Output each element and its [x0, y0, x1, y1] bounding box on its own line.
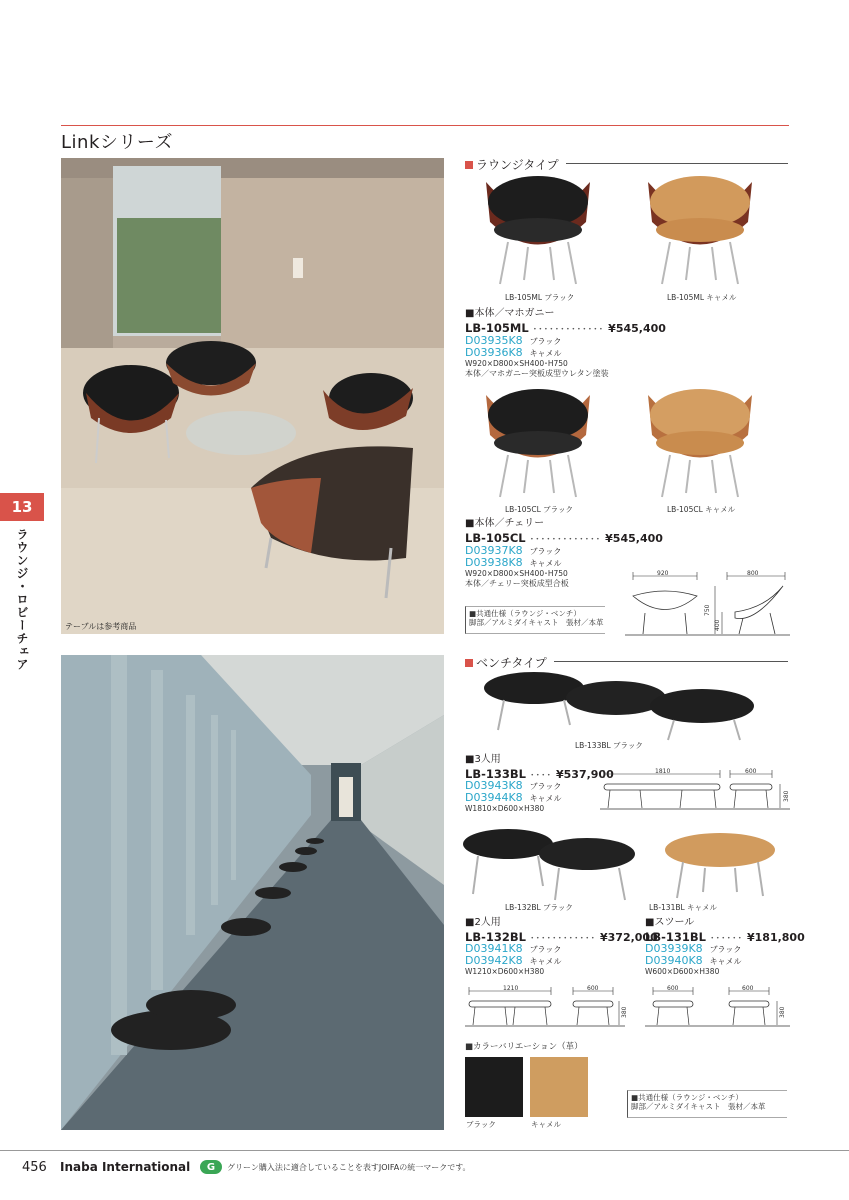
- lb131bl-height-dim: 380: [779, 1006, 786, 1018]
- photo-caption: テーブルは参考商品: [65, 622, 137, 631]
- product-code: D03936K8: [465, 346, 523, 359]
- color-name: キャメル: [529, 349, 562, 358]
- bench-section-heading: [465, 654, 547, 671]
- lb105ml-model-row: [465, 321, 666, 335]
- stool-label: ■スツール: [645, 917, 695, 928]
- lb133bl-height-dim: 380: [783, 790, 790, 802]
- lb131bl-caption: LB-131BL キャメル: [649, 903, 718, 912]
- two-seat-label: ■2人用: [465, 917, 501, 928]
- lb105ml-camel-caption: LB-105ML キャメル: [667, 293, 737, 302]
- chapter-number-tab: [0, 493, 44, 521]
- product-code: D03938K8: [465, 556, 523, 569]
- color-name: キャメル: [709, 957, 742, 966]
- product-code: D03939K8: [645, 942, 703, 955]
- lb133bl-dimensions: W1810×D600×H380: [465, 804, 545, 813]
- lb105cl-model: LB-105CL: [465, 531, 526, 545]
- section-marker-square: [465, 659, 473, 667]
- swatch-camel: [530, 1057, 588, 1117]
- lounge-depth-dim: 800: [747, 570, 759, 577]
- lb132bl-dimensions: W1210×D600×H380: [465, 967, 545, 976]
- lb105cl-camel-caption: LB-105CL キャメル: [667, 505, 736, 514]
- lb133bl-price: ¥537,900: [555, 768, 614, 781]
- lounge-section-title: ラウンジタイプ: [476, 158, 559, 172]
- lb105cl-camel-image: [640, 385, 760, 504]
- leader-dots: ･･････: [709, 934, 743, 944]
- lb132bl-width-dim: 1210: [503, 985, 519, 992]
- lb105cl-price: ¥545,400: [605, 532, 663, 545]
- lb105ml-black-image: [478, 172, 598, 291]
- lb133bl-image: [484, 670, 756, 740]
- lb133bl-model: LB-133BL: [465, 767, 526, 781]
- footer-rule: [0, 1150, 849, 1151]
- chapter-label: ラウンジ・ロビーチェア: [15, 528, 29, 671]
- lb105cl-black-caption: LB-105CL ブラック: [505, 505, 573, 514]
- bench-common-spec-body: 脚部／アルミダイキャスト 張材／本革: [631, 1102, 766, 1111]
- leader-dots: ･････････････: [529, 535, 602, 545]
- lounge-chair-black-cherry-drawing: [478, 385, 598, 500]
- lb131bl-width-dim: 600: [667, 985, 679, 992]
- lounge-seat-height-dim: 400: [714, 619, 721, 631]
- color-name: ブラック: [529, 782, 562, 791]
- product-code: D03942K8: [465, 954, 523, 967]
- swatch-black-label: ブラック: [466, 1120, 496, 1129]
- cherry-body-label: ■本体／チェリー: [465, 518, 545, 529]
- lounge-section-rule: [566, 163, 788, 164]
- lb132bl-caption: LB-132BL ブラック: [505, 903, 573, 912]
- lounge-common-spec-box: [465, 606, 605, 634]
- lb105ml-price: ¥545,400: [608, 322, 666, 335]
- lb132bl-depth-dim: 600: [587, 985, 599, 992]
- leader-dots: ･････････････: [532, 325, 605, 335]
- color-variation-title: ■カラーバリエーション（革）: [465, 1042, 583, 1052]
- header-rule: [61, 125, 789, 126]
- corridor-photo: [61, 655, 444, 1130]
- lounge-interior-illustration: [61, 158, 444, 634]
- lb105cl-black-image: [478, 385, 598, 504]
- chapter-number: 13: [11, 498, 33, 516]
- lounge-dimension-drawing: [625, 568, 790, 638]
- lb132bl-height-dim: 380: [621, 1006, 628, 1018]
- color-name: ブラック: [529, 337, 562, 346]
- swatch-camel-label: キャメル: [531, 1120, 561, 1129]
- color-name: ブラック: [529, 547, 562, 556]
- product-code: D03935K8: [465, 334, 523, 347]
- lb131bl-price: ¥181,800: [746, 931, 805, 944]
- bench-common-spec-box: [627, 1090, 787, 1118]
- lb105ml-camel-image: [640, 172, 760, 291]
- lb131bl-model: LB-131BL: [645, 930, 706, 944]
- leader-dots: ････: [529, 771, 552, 781]
- lb105ml-dimensions: W920×D800×SH400･H750: [465, 359, 568, 368]
- lb133bl-caption: LB-133BL ブラック: [575, 741, 643, 750]
- color-name: キャメル: [529, 559, 562, 568]
- section-marker-square: [465, 161, 473, 169]
- lounge-width-dim: 920: [657, 570, 669, 577]
- color-name: キャメル: [529, 957, 562, 966]
- color-name: ブラック: [709, 945, 742, 954]
- lounge-chair-camel-cherry-drawing: [640, 385, 760, 500]
- bench-section-title: ベンチタイプ: [476, 656, 547, 670]
- lounge-chair-camel-mahogany-drawing: [640, 172, 760, 287]
- lb131bl-depth-dim: 600: [742, 985, 754, 992]
- color-name: キャメル: [529, 794, 562, 803]
- lb132bl-image: [463, 826, 638, 902]
- lb131bl-dimensions: W600×D600×H380: [645, 967, 720, 976]
- product-code: D03940K8: [645, 954, 703, 967]
- lounge-chair-black-mahogany-drawing: [478, 172, 598, 287]
- lb105ml-material: 本体／マホガニー突板成型ウレタン塗装: [465, 369, 609, 378]
- green-mark-icon: G: [200, 1160, 222, 1174]
- lb132bl-model: LB-132BL: [465, 930, 526, 944]
- product-code: D03944K8: [465, 791, 523, 804]
- company-name: Inaba International: [60, 1160, 191, 1174]
- lounge-height-dim: 750: [704, 604, 711, 616]
- bench-section-rule: [554, 661, 788, 662]
- lb133bl-width-dim: 1810: [655, 768, 671, 775]
- leader-dots: ････････････: [529, 934, 596, 944]
- lounge-common-spec-title: ■共通仕様（ラウンジ・ベンチ）: [469, 609, 581, 618]
- swatch-black: [465, 1057, 523, 1117]
- lb132bl-price: ¥372,000: [599, 931, 658, 944]
- lb133bl-depth-dim: 600: [745, 768, 757, 775]
- product-code: D03941K8: [465, 942, 523, 955]
- lb105ml-model: LB-105ML: [465, 321, 529, 335]
- lb105cl-dimensions: W920×D800×SH400･H750: [465, 569, 568, 578]
- corridor-illustration: [61, 655, 444, 1130]
- lounge-section-heading: [465, 156, 559, 173]
- three-seat-label: ■3人用: [465, 754, 501, 765]
- lounge-common-spec-body: 脚部／アルミダイキャスト 張材／本革: [469, 618, 604, 627]
- bench-common-spec-title: ■共通仕様（ラウンジ・ベンチ）: [631, 1093, 743, 1102]
- lounge-interior-photo: [61, 158, 444, 634]
- lb131bl-dimension-drawing: [645, 983, 790, 1029]
- lb133bl-dimension-drawing: [600, 766, 790, 812]
- lb131bl-image: [663, 830, 778, 900]
- product-code: D03943K8: [465, 779, 523, 792]
- page-number: 456: [22, 1160, 47, 1175]
- lb105ml-black-caption: LB-105ML ブラック: [505, 293, 575, 302]
- page-title: Linkシリーズ: [61, 132, 173, 153]
- lb105cl-model-row: [465, 531, 663, 545]
- color-name: ブラック: [529, 945, 562, 954]
- mahogany-body-label: ■本体／マホガニー: [465, 308, 555, 319]
- lb105cl-material: 本体／チェリー突板成型合板: [465, 579, 569, 588]
- product-code: D03937K8: [465, 544, 523, 557]
- footer-note: グリーン購入法に適合していることを表すJOIFAの統一マークです。: [227, 1163, 471, 1172]
- lb132bl-dimension-drawing: [465, 983, 628, 1029]
